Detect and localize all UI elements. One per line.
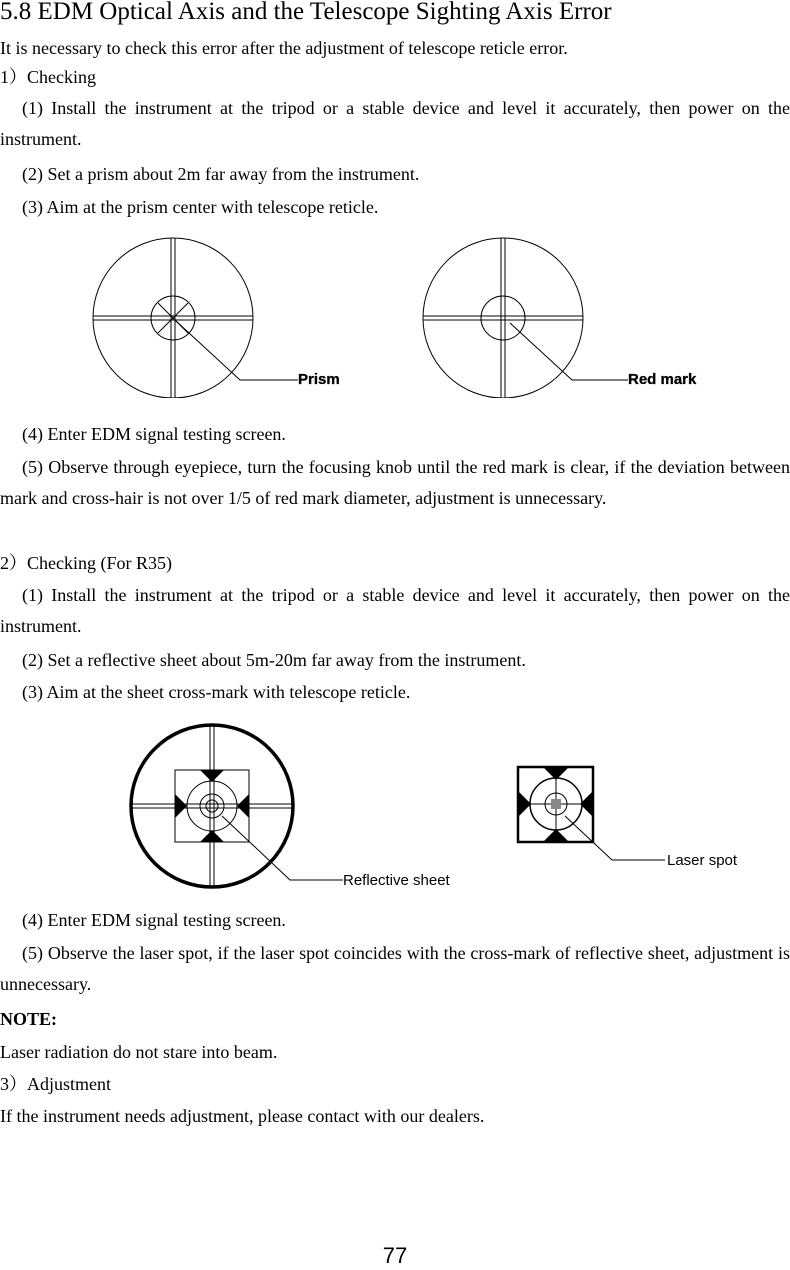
prism-reticle-figure xyxy=(0,228,790,398)
adjustment-title: 3）Adjustment xyxy=(0,1074,111,1094)
prism-reticle-diagram xyxy=(93,238,298,398)
prism-label: Prism xyxy=(298,371,340,388)
r35-step-4: (4) Enter EDM signal testing screen. xyxy=(22,910,286,930)
red-mark-reticle-diagram xyxy=(423,238,628,398)
laser-spot-label: Laser spot xyxy=(667,852,738,869)
laser-spot-icon xyxy=(551,799,561,809)
checking-step-1: (1) Install the instrument at the tripod or a stable device and level it accurately, then power on the instrument. xyxy=(0,98,790,149)
laser-spot-triangles xyxy=(518,767,593,842)
checking-step-3: (3) Aim at the prism center with telescope reticle. xyxy=(22,197,379,217)
adjustment-text: If the instrument needs adjustment, please contact with our dealers. xyxy=(0,1106,485,1126)
note-label: NOTE: xyxy=(0,1009,58,1029)
note-text: Laser radiation do not stare into beam. xyxy=(0,1042,278,1062)
red-mark-label: Red mark xyxy=(628,371,697,388)
page-number: 77 xyxy=(382,1243,408,1268)
reflective-sheet-figure xyxy=(0,712,790,892)
checking-step-4: (4) Enter EDM signal testing screen. xyxy=(22,424,286,444)
r35-step-5: (5) Observe the laser spot, if the laser spot coincides with the cross-mark of reflective sheet, adjustment is unnecessary. xyxy=(0,943,790,994)
checking-step-5: (5) Observe through eyepiece, turn the focusing knob until the red mark is clear, if the deviation between mark and cross-hair is not over 1/5 of red mark diameter, adjustment is unnecessary. xyxy=(0,457,790,508)
checking-title: 1）Checking xyxy=(0,67,96,87)
checking-r35-title: 2）Checking (For R35) xyxy=(0,553,172,573)
reflective-sheet-label: Reflective sheet xyxy=(343,872,450,889)
r35-step-3: (3) Aim at the sheet cross-mark with telescope reticle. xyxy=(22,682,411,702)
intro-text: It is necessary to check this error after the adjustment of telescope reticle error. xyxy=(0,38,568,58)
r35-step-1: (1) Install the instrument at the tripod or a stable device and level it accurately, then power on the instrument. xyxy=(0,585,790,636)
checking-step-2: (2) Set a prism about 2m far away from the instrument. xyxy=(22,164,420,184)
r35-step-2: (2) Set a reflective sheet about 5m-20m far away from the instrument. xyxy=(22,650,526,670)
section-heading: 5.8 EDM Optical Axis and the Telescope Sighting Axis Error xyxy=(0,0,612,25)
